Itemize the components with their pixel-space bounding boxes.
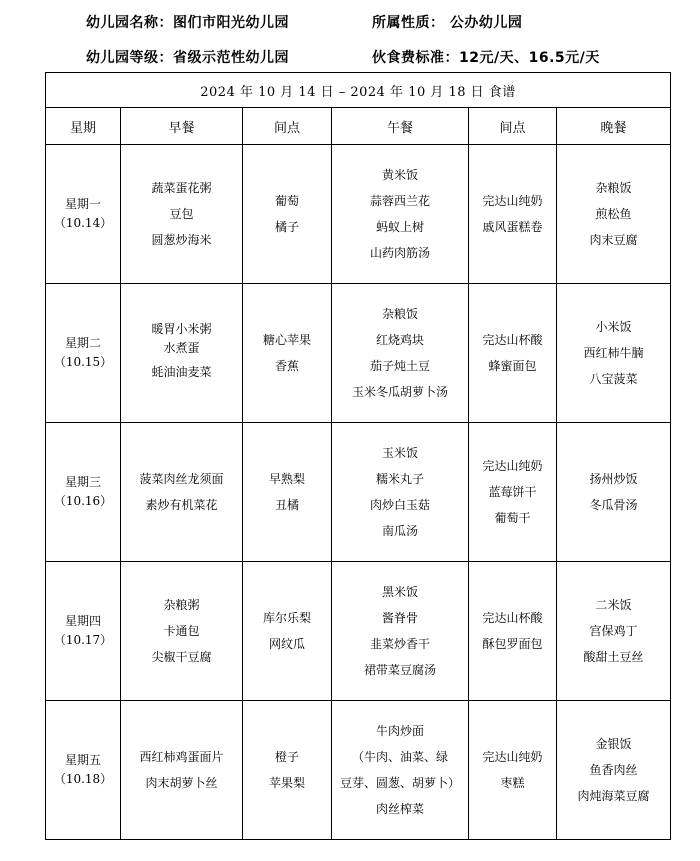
dish: 蒜蓉西兰花: [369, 194, 430, 208]
dish: 糖心苹果: [262, 333, 311, 347]
column-header-weekday: 星期: [46, 108, 121, 145]
snack-afternoon-cell: [469, 701, 557, 840]
dish: 蓝莓饼干: [488, 485, 537, 499]
meal-fee-standard: 伙食费标准：12元/天、16.5元/天: [372, 50, 600, 66]
dish: 苹果梨: [268, 776, 305, 790]
dish: 茄子炖土豆: [369, 359, 430, 373]
kindergarten-grade: 幼儿园等级：省级示范性幼儿园: [86, 50, 289, 66]
snack-afternoon-cell: [469, 423, 557, 562]
dish: 完达山纯奶: [482, 194, 543, 208]
dish: 肉丝榨菜: [375, 802, 424, 816]
dish: 水煮蛋: [163, 341, 200, 355]
dish: 杂粮粥: [163, 598, 200, 612]
breakfast-cell: [121, 284, 243, 423]
dish: 菠菜肉丝龙须面: [139, 472, 224, 486]
dish: 丑橘: [274, 498, 299, 512]
day-cell: [46, 701, 121, 840]
day-name: 星期一: [64, 197, 101, 211]
column-header-snack-afternoon: 间点: [469, 108, 557, 145]
day-name: 星期五: [64, 753, 101, 767]
day-name: 星期四: [64, 614, 101, 628]
dish: 南瓜汤: [381, 524, 418, 538]
dish: 库尔乐梨: [262, 611, 311, 625]
menu-title: 2024 年 10 月 14 日 – 2024 年 10 月 18 日 食谱: [46, 73, 671, 108]
dish: 二米饭: [595, 598, 632, 612]
dinner-cell: [557, 284, 671, 423]
dish: 早熟梨: [268, 472, 305, 486]
dish: 煎松鱼: [595, 207, 632, 221]
dish: 完达山杯酸: [482, 333, 543, 347]
dish: 蜂蜜面包: [488, 359, 537, 373]
dish: 玉米饭: [381, 446, 418, 460]
table-row: [46, 284, 671, 423]
dish: 小米饭: [595, 320, 632, 334]
dish: 蔬菜蛋花粥: [151, 181, 212, 195]
snack-morning-cell: [243, 562, 332, 701]
dinner-cell: [557, 701, 671, 840]
dish: 裙带菜豆腐汤: [363, 663, 436, 677]
table-row: [46, 562, 671, 701]
dish: 冬瓜骨汤: [589, 498, 638, 512]
dish: 素炒有机菜花: [145, 498, 218, 512]
dish: 西红柿牛腩: [583, 346, 644, 360]
lunch-cell: [332, 701, 469, 840]
day-cell: [46, 145, 121, 284]
dish: 酸甜土豆丝: [583, 650, 644, 664]
dish: 扬州炒饭: [589, 472, 638, 486]
table-row: [46, 145, 671, 284]
breakfast-cell: [121, 145, 243, 284]
kindergarten-name: 幼儿园名称：图们市阳光幼儿园: [86, 15, 289, 31]
snack-afternoon-cell: [469, 284, 557, 423]
dish: 香蕉: [274, 359, 299, 373]
dish: （牛肉、油菜、绿: [351, 750, 448, 764]
dish: 暖胃小米粥: [151, 322, 212, 336]
snack-morning-cell: [243, 701, 332, 840]
snack-morning-cell: [243, 145, 332, 284]
dish: 肉炒白玉菇: [369, 498, 430, 512]
lunch-cell: [332, 423, 469, 562]
dish: 戚风蛋糕卷: [482, 220, 543, 234]
dish: 酥包罗面包: [482, 637, 543, 651]
lunch-cell: [332, 562, 469, 701]
snack-morning-cell: [243, 423, 332, 562]
day-date: （10.18）: [53, 772, 113, 786]
dish: 山药肉筋汤: [369, 246, 430, 260]
dish: 肉末豆腐: [589, 233, 638, 247]
dish: 八宝菠菜: [589, 372, 638, 386]
dish: 橙子: [274, 750, 299, 764]
snack-morning-cell: [243, 284, 332, 423]
dish: 葡萄干: [494, 511, 531, 525]
dish: 红烧鸡块: [375, 333, 424, 347]
dinner-cell: [557, 423, 671, 562]
dish: 金银饭: [595, 737, 632, 751]
snack-afternoon-cell: [469, 562, 557, 701]
day-cell: [46, 284, 121, 423]
dish: 豆芽、圆葱、胡萝卜）: [339, 776, 460, 790]
dish: 完达山纯奶: [482, 459, 543, 473]
dish: 玉米冬瓜胡萝卜汤: [351, 385, 448, 399]
dish: 黑米饭: [381, 585, 418, 599]
dish: 鱼香肉丝: [589, 763, 638, 777]
breakfast-cell: [121, 562, 243, 701]
day-cell: [46, 423, 121, 562]
dish: 完达山纯奶: [482, 750, 543, 764]
snack-afternoon-cell: [469, 145, 557, 284]
dish: 蚂蚁上树: [375, 220, 424, 234]
dinner-cell: [557, 562, 671, 701]
kindergarten-nature: 所属性质： 公办幼儿园: [372, 15, 523, 31]
dish: 尖椒干豆腐: [151, 650, 212, 664]
dish: 酱脊骨: [381, 611, 418, 625]
dish: 韭菜炒香干: [369, 637, 430, 651]
dish: 杂粮饭: [595, 181, 632, 195]
column-header-breakfast: 早餐: [121, 108, 243, 145]
breakfast-cell: [121, 423, 243, 562]
dish: 卡通包: [163, 624, 200, 638]
dish: 圆葱炒海米: [151, 233, 212, 247]
lunch-cell: [332, 145, 469, 284]
column-header-lunch: 午餐: [332, 108, 469, 145]
dish: 蚝油油麦菜: [151, 365, 212, 379]
dish: 西红柿鸡蛋面片: [139, 750, 224, 764]
day-date: （10.16）: [53, 494, 113, 508]
table-row: [46, 423, 671, 562]
dish: 黄米饭: [381, 168, 418, 182]
lunch-cell: [332, 284, 469, 423]
day-name: 星期三: [64, 475, 101, 489]
dish: 肉炖海菜豆腐: [577, 789, 650, 803]
dinner-cell: [557, 145, 671, 284]
dish: 橘子: [274, 220, 299, 234]
dish: 完达山杯酸: [482, 611, 543, 625]
dish: 葡萄: [274, 194, 299, 208]
day-name: 星期二: [64, 336, 101, 350]
dish: 肉末胡萝卜丝: [145, 776, 218, 790]
day-date: （10.14）: [53, 216, 113, 230]
dish: 糯米丸子: [375, 472, 424, 486]
column-header-row: [46, 108, 671, 145]
column-header-dinner: 晚餐: [557, 108, 671, 145]
dish: 宫保鸡丁: [589, 624, 638, 638]
day-date: （10.17）: [53, 633, 113, 647]
breakfast-cell: [121, 701, 243, 840]
weekly-menu-table: [45, 72, 671, 840]
dish: 网纹瓜: [268, 637, 305, 651]
dish: 枣糕: [500, 776, 525, 790]
column-header-snack-morning: 间点: [243, 108, 332, 145]
dish: 豆包: [169, 207, 194, 221]
dish: 杂粮饭: [381, 307, 418, 321]
day-cell: [46, 562, 121, 701]
dish: 牛肉炒面: [375, 724, 424, 738]
day-date: （10.15）: [53, 355, 113, 369]
table-row: [46, 701, 671, 840]
